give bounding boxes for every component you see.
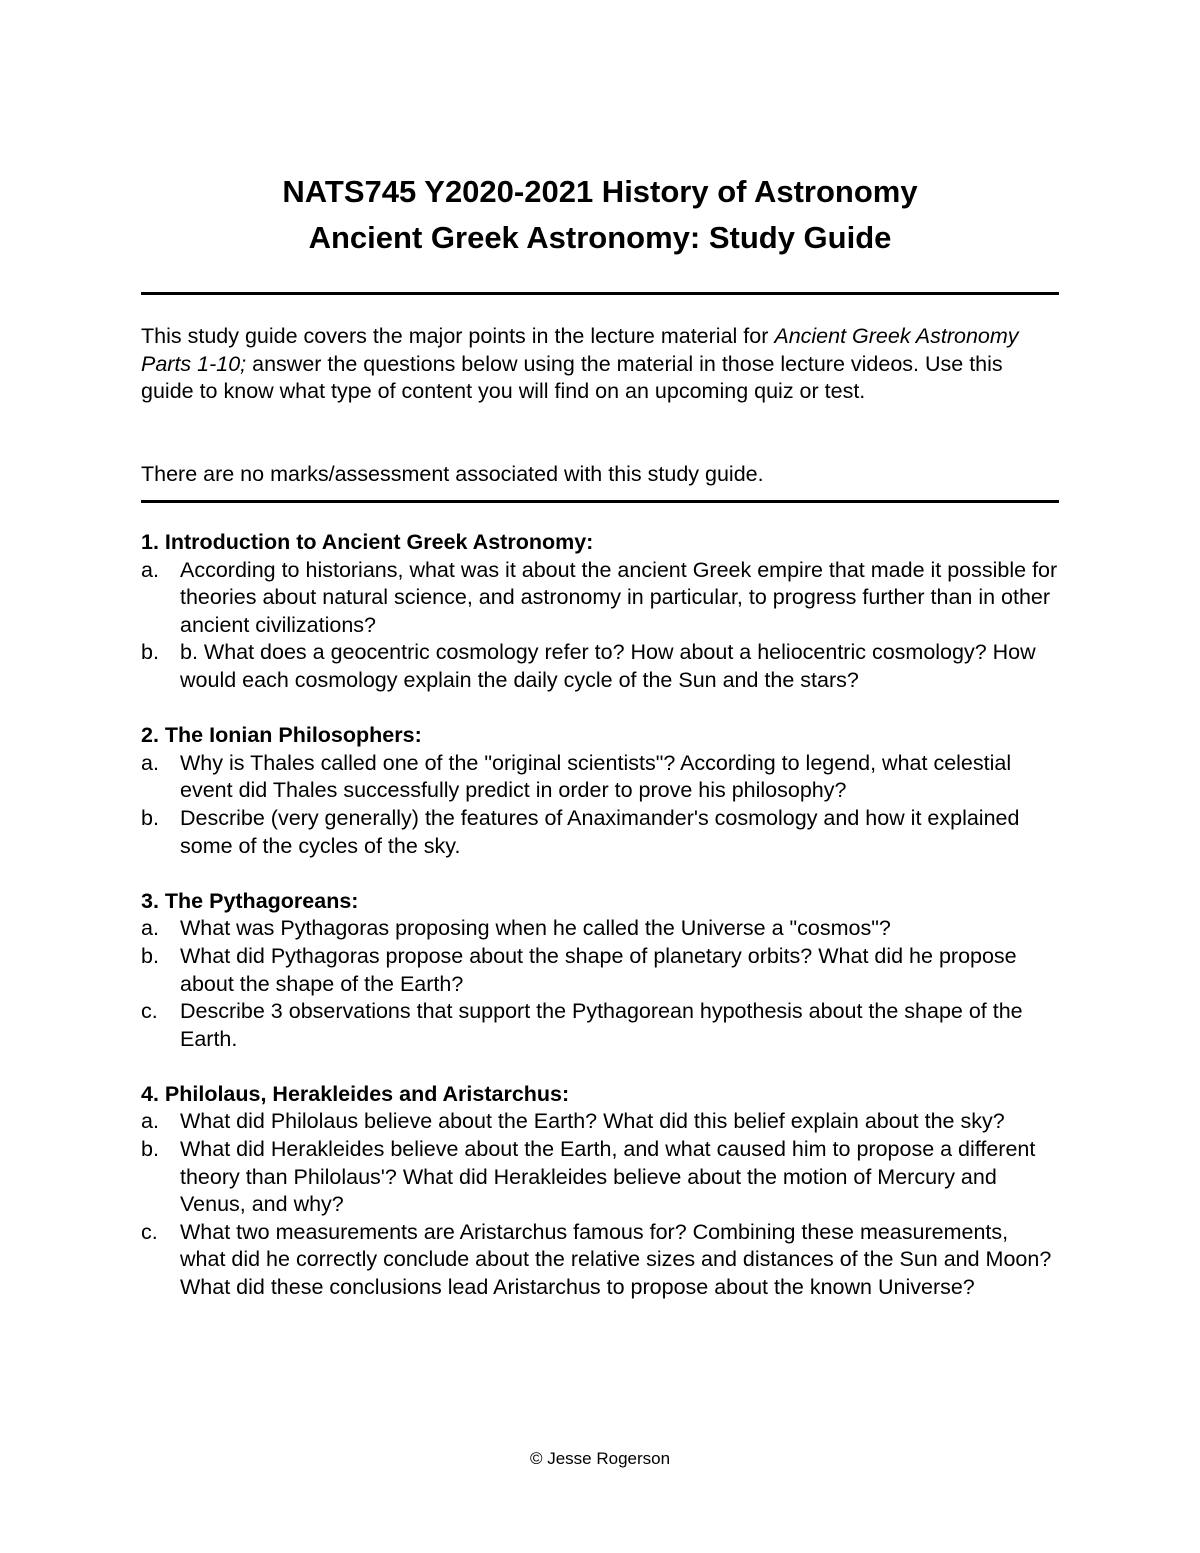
question-letter: b. <box>141 1137 159 1162</box>
question-text: According to historians, what was it about the ancient Greek empire that made it possible for theories about natural science, and astronomy in particular, to progress further than in other ancient civilizations? <box>180 557 1058 637</box>
question-text: What did Herakleides believe about the Earth, and what caused him to propose a different theory than Philolaus'? What did Herakleides believe about the motion of Mercury and Venus, and why? <box>180 1137 1036 1217</box>
question-letter: c. <box>141 1219 158 1244</box>
question-letter: a. <box>141 916 159 941</box>
assessment-note: There are no marks/assessment associated with this study guide. <box>141 462 764 486</box>
question-letter: b. <box>141 805 159 830</box>
section-heading: 2. The Ionian Philosophers: <box>141 723 422 748</box>
question-item <box>141 639 1059 694</box>
question-item <box>141 805 1059 860</box>
section-heading: 1. Introduction to Ancient Greek Astronomy: <box>141 530 594 554</box>
question-text: What was Pythagoras proposing when he called the Universe a "cosmos"? <box>180 916 891 941</box>
top-divider <box>141 292 1059 295</box>
question-letter: c. <box>141 999 158 1024</box>
question-text: What two measurements are Aristarchus famous for? Combining these measurements, what did he correctly conclude about the relative sizes and distances of the Sun and Moon? What did these conclusions lead Aristarchus to propose about the known Universe? <box>180 1219 1052 1300</box>
section-3 <box>141 888 1059 1054</box>
question-item <box>141 750 1059 805</box>
question-text: Describe 3 observations that support the Pythagorean hypothesis about the shape of the Earth. <box>180 999 1023 1051</box>
copyright-footer: © Jesse Rogerson <box>529 1449 671 1468</box>
question-item <box>141 915 1059 943</box>
intro-text-part1: This study guide covers the major points in the lecture material for <box>141 324 775 348</box>
question-item <box>141 1219 1059 1302</box>
question-item <box>141 943 1059 998</box>
question-text: What did Pythagoras propose about the shape of planetary orbits? What did he propose about the shape of the Earth? <box>180 943 1017 996</box>
document-title <box>0 169 1200 261</box>
title-line-1: NATS745 Y2020-2021 History of Astronomy <box>282 174 918 209</box>
question-letter: b. <box>141 640 159 665</box>
question-letter: b. <box>141 943 159 968</box>
section-2 <box>141 722 1059 860</box>
question-item <box>141 1108 1059 1136</box>
question-item <box>141 557 1059 640</box>
question-text: Why is Thales called one of the "original scientists"? According to legend, what celestial event did Thales successfully predict in order to prove his philosophy? <box>180 750 1012 803</box>
intro-paragraph <box>141 323 1059 406</box>
bottom-divider <box>141 500 1059 503</box>
section-1 <box>141 529 1059 695</box>
question-letter: a. <box>141 1109 159 1134</box>
question-text: b. What does a geocentric cosmology refer to? How about a heliocentric cosmology? How would each cosmology explain the daily cycle of the Sun and the stars? <box>180 640 1036 692</box>
title-line-2: Ancient Greek Astronomy: Study Guide <box>308 220 892 255</box>
question-letter: a. <box>141 750 159 775</box>
question-item <box>141 1136 1059 1219</box>
question-text: Describe (very generally) the features of Anaximander's cosmology and how it explained some of the cycles of the sky. <box>180 805 1020 858</box>
question-sections <box>141 529 1059 1329</box>
question-text: What did Philolaus believe about the Earth? What did this belief explain about the sky? <box>180 1109 1005 1134</box>
intro-text-part2: answer the questions below using the material in those lecture videos. Use this guide to know what type of content you will find on an upcoming quiz or test. <box>141 351 1003 404</box>
intro-italic-lecture-title: Ancient Greek Astronomy Parts 1-10; <box>141 324 1019 376</box>
section-heading: 4. Philolaus, Herakleides and Aristarchus: <box>141 1081 570 1106</box>
section-4 <box>141 1081 1059 1302</box>
section-heading: 3. The Pythagoreans: <box>141 888 359 913</box>
question-item <box>141 998 1059 1053</box>
question-letter: a. <box>141 557 159 582</box>
